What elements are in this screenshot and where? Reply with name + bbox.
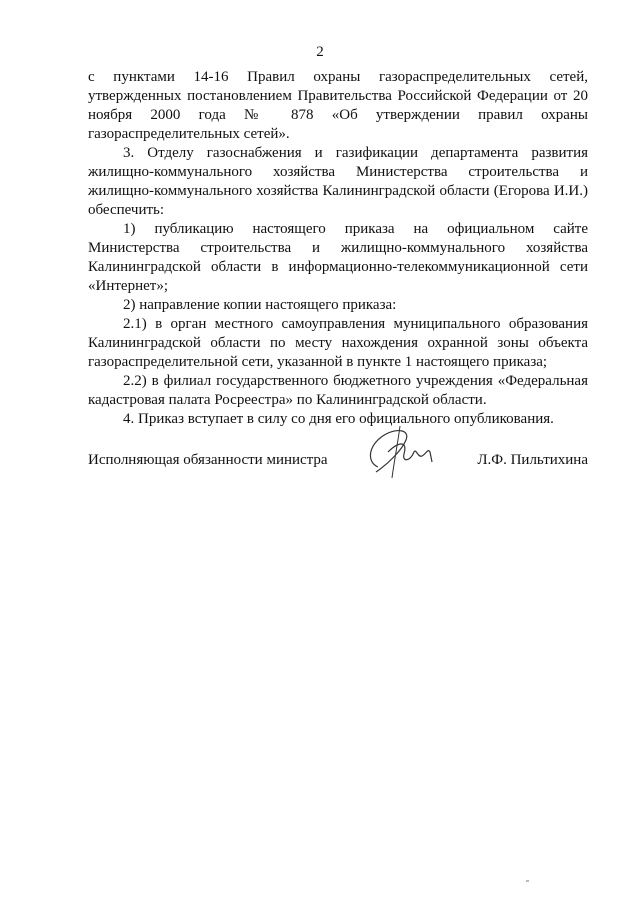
paragraph-subitem-1: 1) публикацию настоящего приказа на официальном сайте Министерства строительства и жилищно-коммунального хозяйства Калининградской области в информационно-телекоммуникационной сети «Интернет»; [88, 221, 588, 294]
document-body [88, 68, 588, 429]
paragraph-item-3: 3. Отделу газоснабжения и газификации департамента развития жилищно-коммунального хозяйства Министерства строительства и жилищно-коммунального хозяйства Калининградской области (Егорова И.И.) обеспечить: [88, 145, 588, 218]
signature-block [88, 452, 588, 492]
handwritten-signature-icon [358, 422, 448, 482]
signer-title: Исполняющая обязанности министра [88, 452, 328, 468]
paragraph-subitem-2: 2) направление копии настоящего приказа: [123, 297, 397, 313]
paragraph-subitem-2-2: 2.2) в филиал государственного бюджетного учреждения «Федеральная кадастровая палата Росреестра» по Калининградской области. [88, 373, 588, 408]
paragraph-subitem-2-1: 2.1) в орган местного самоуправления муниципального образования Калининградской области по месту нахождения охранной зоны объекта газораспределительной сети, указанной в пункте 1 настоящего приказа; [88, 316, 588, 370]
scan-mark [526, 880, 529, 882]
paragraph-continuation: с пунктами 14-16 Правил охраны газораспределительных сетей, утвержденных постановлением Правительства Российской Федерации от 20 ноября 2000 года № 878 «Об утверждении правил охраны газораспределительных сетей». [88, 69, 588, 142]
paragraph-item-4: 4. Приказ вступает в силу со дня его официального опубликования. [123, 411, 554, 427]
page-number: 2 [316, 44, 324, 60]
signer-name: Л.Ф. Пильтихина [477, 452, 588, 468]
